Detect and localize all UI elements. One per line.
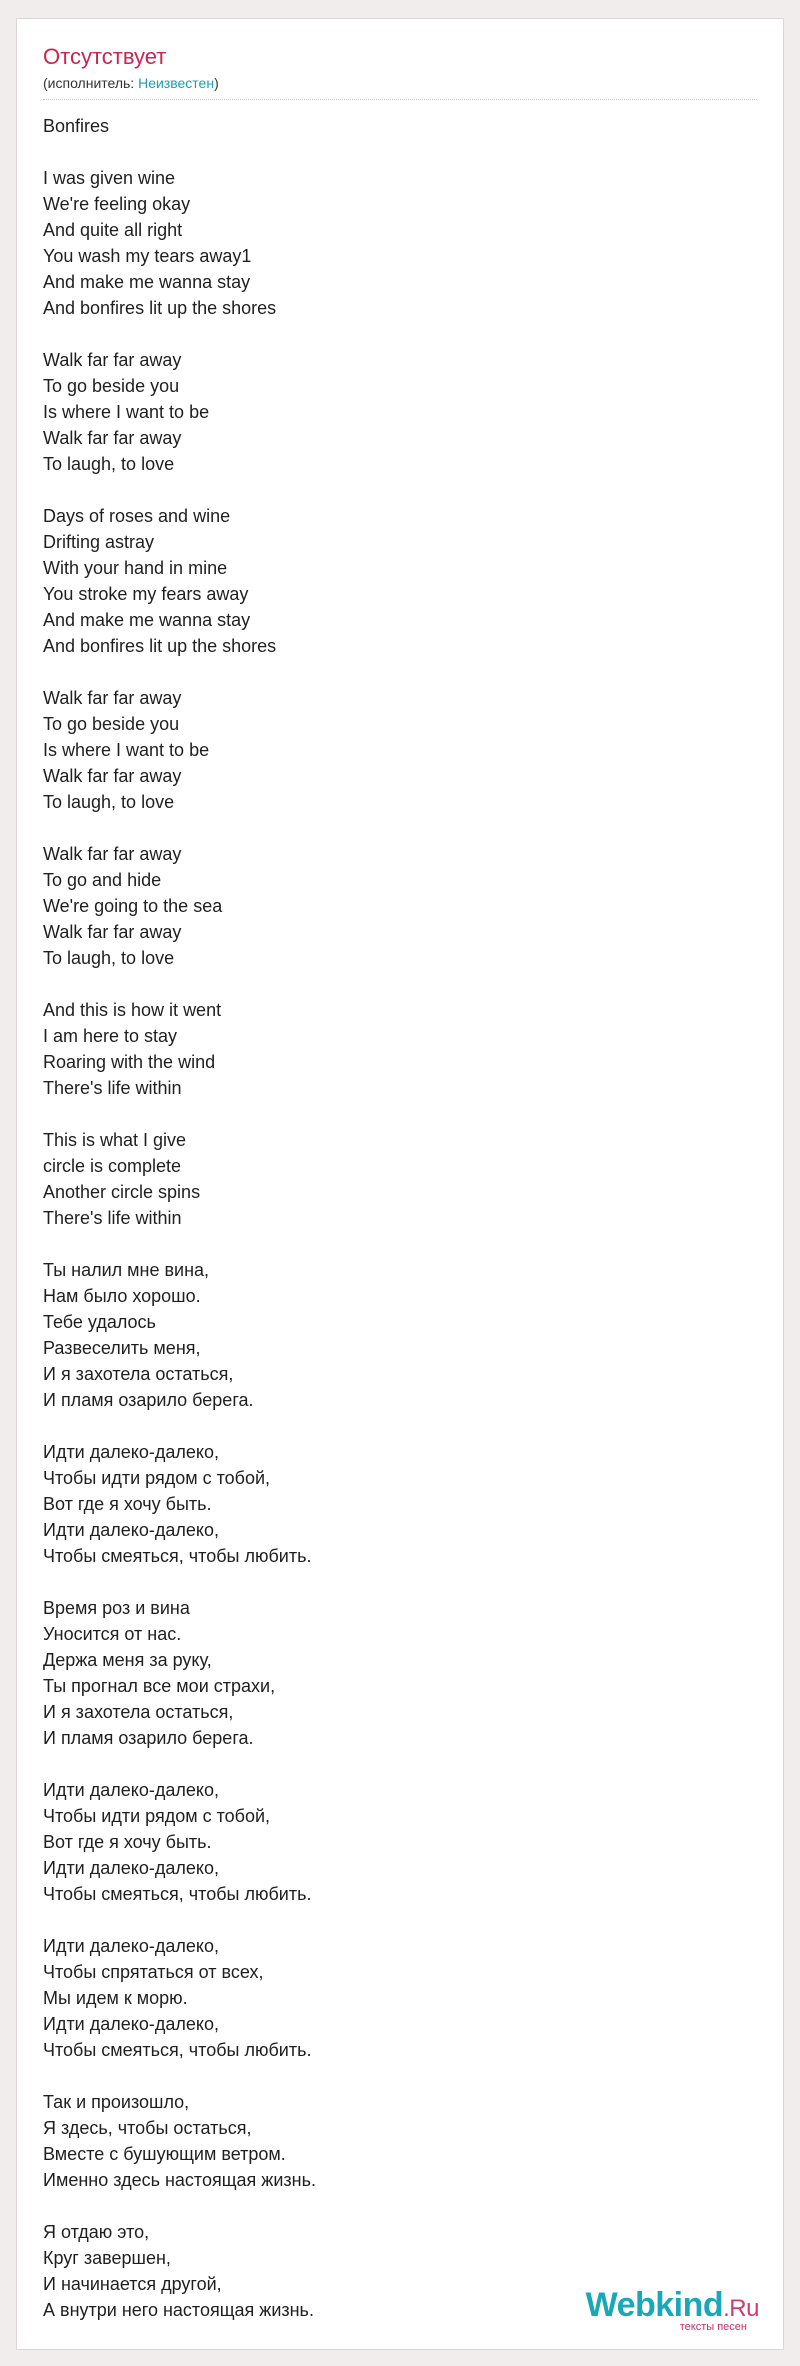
lyric-line: Walk far far away [43,766,182,786]
lyric-line: With your hand in mine [43,558,228,578]
lyric-line: Я здесь, чтобы остаться, [43,2118,252,2138]
lyric-line: Вот где я хочу быть. [43,1494,212,1514]
lyric-line: Тебе удалось [43,1312,156,1332]
stanza-gap [43,477,743,503]
lyric-line: Я отдаю это, [43,2222,150,2242]
lyric-line: To laugh, to love [43,454,175,474]
lyric-line: You stroke my fears away [43,584,249,604]
lyric-line: To laugh, to love [43,792,175,812]
lyric-line: Walk far far away [43,350,182,370]
header-divider [43,99,757,100]
artist-suffix: ) [214,75,219,91]
stanza-gap [43,2193,743,2219]
lyric-line: There's life within [43,1208,182,1228]
lyric-line: Именно здесь настоящая жизнь. [43,2170,316,2190]
lyric-line: Чтобы смеяться, чтобы любить. [43,1546,312,1566]
artist-link[interactable]: Неизвестен [138,75,215,91]
lyric-line: Walk far far away [43,844,182,864]
lyric-line: I am here to stay [43,1026,178,1046]
lyrics-text [43,113,743,2323]
stanza-gap [43,1569,743,1595]
lyric-line: This is what I give [43,1130,187,1150]
lyric-line: Чтобы смеяться, чтобы любить. [43,2040,312,2060]
logo-tagline: тексты песен [679,2321,747,2333]
lyric-line: И пламя озарило берега. [43,1728,254,1748]
lyric-line: I was given wine [43,168,176,188]
lyric-line: You wash my tears away1 [43,246,252,266]
lyric-line: Чтобы смеяться, чтобы любить. [43,1884,312,1904]
lyric-line: Время роз и вина [43,1598,190,1618]
lyric-line: Развеселить меня, [43,1338,201,1358]
lyric-line: And bonfires lit up the shores [43,298,277,318]
stanza-gap [43,2063,743,2089]
stanza-gap [43,139,743,165]
artist-prefix: (исполнитель: [43,75,139,91]
lyric-line: Is where I want to be [43,402,210,422]
lyric-line: To go beside you [43,714,180,734]
stanza-gap [43,1751,743,1777]
lyric-line: To laugh, to love [43,948,175,968]
stanza-gap [43,1413,743,1439]
stanza-gap [43,659,743,685]
lyric-line: Drifting astray [43,532,155,552]
lyric-line: И я захотела остаться, [43,1364,234,1384]
lyric-line: Walk far far away [43,428,182,448]
lyric-line: Мы идем к морю. [43,1988,188,2008]
lyric-line: And make me wanna stay [43,610,251,630]
lyric-line: И я захотела остаться, [43,1702,234,1722]
lyric-line: Ты прогнал все мои страхи, [43,1676,276,1696]
lyric-line: Walk far far away [43,922,182,942]
lyric-line: Чтобы идти рядом с тобой, [43,1806,271,1826]
lyric-line: И начинается другой, [43,2274,222,2294]
lyric-line: Идти далеко-далеко, [43,1858,219,1878]
lyric-line: And quite all right [43,220,183,240]
lyric-line: Нам было хорошо. [43,1286,201,1306]
lyrics-card [16,18,784,2350]
lyric-line: We're feeling okay [43,194,191,214]
lyric-line: Идти далеко-далеко, [43,1442,219,1462]
lyric-line: Уносится от нас. [43,1624,182,1644]
lyric-line: Идти далеко-далеко, [43,1520,219,1540]
stanza-gap [43,815,743,841]
lyric-line: Walk far far away [43,688,182,708]
lyric-line: Ты налил мне вина, [43,1260,210,1280]
lyric-line: Идти далеко-далеко, [43,1936,219,1956]
stanza-gap [43,971,743,997]
lyric-line: Чтобы спрятаться от всех, [43,1962,264,1982]
lyric-line: Идти далеко-далеко, [43,1780,219,1800]
lyric-line: Another circle spins [43,1182,201,1202]
lyric-line: Круг завершен, [43,2248,171,2268]
stanza-gap [43,1907,743,1933]
lyric-line: А внутри него настоящая жизнь. [43,2300,314,2320]
lyric-line: И пламя озарило берега. [43,1390,254,1410]
lyric-line: To go beside you [43,376,180,396]
lyric-line: And bonfires lit up the shores [43,636,277,656]
lyric-line: circle is complete [43,1156,182,1176]
site-logo[interactable] [579,2285,759,2335]
lyric-line: Так и произошло, [43,2092,190,2112]
lyric-line: Чтобы идти рядом с тобой, [43,1468,271,1488]
stanza-gap [43,321,743,347]
artist-line [43,73,219,93]
stanza-gap [43,1231,743,1257]
lyric-line: Вместе с бушующим ветром. [43,2144,286,2164]
lyric-line: To go and hide [43,870,162,890]
stanza-gap [43,1101,743,1127]
lyric-line: There's life within [43,1078,182,1098]
lyric-line: And this is how it went [43,1000,222,1020]
lyric-line: Идти далеко-далеко, [43,2014,219,2034]
logo-name: Webkind [585,2286,724,2324]
lyric-line: We're going to the sea [43,896,223,916]
logo-tld: .Ru [723,2295,759,2322]
lyric-line: Bonfires [43,116,110,136]
lyric-line: Вот где я хочу быть. [43,1832,212,1852]
song-title: Отсутствует [43,44,167,69]
lyric-line: Days of roses and wine [43,506,231,526]
lyric-line: And make me wanna stay [43,272,251,292]
lyric-line: Roaring with the wind [43,1052,216,1072]
lyric-line: Is where I want to be [43,740,210,760]
lyric-line: Держа меня за руку, [43,1650,212,1670]
